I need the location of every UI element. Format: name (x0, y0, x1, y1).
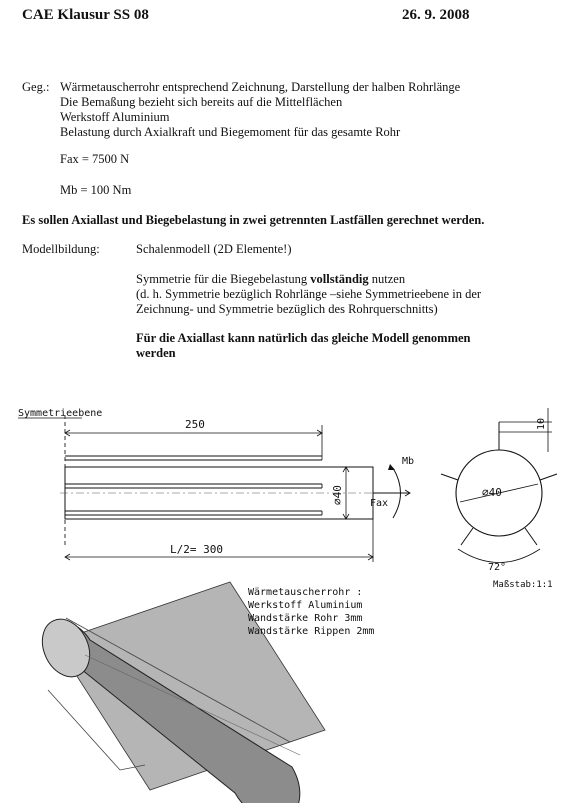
document-date: 26. 9. 2008 (402, 7, 470, 23)
model-type: Schalenmodell (2D Elemente!) (136, 242, 292, 256)
axial-model-note: Für die Axiallast kann natürlich das gleiche Modell genommen (136, 331, 471, 345)
given-line: Werkstoff Aluminium (60, 110, 170, 124)
dimension-half-length: L/2= 300 (170, 543, 223, 556)
given-line: Die Bemaßung bezieht sich bereits auf die Mittelflächen (60, 95, 343, 109)
symmetry-label: Symmetrieebene (18, 408, 103, 419)
note-line: Werkstoff Aluminium (248, 600, 363, 611)
section-diameter-label: ⌀40 (482, 486, 502, 499)
side-diameter-label: ⌀40 (331, 485, 344, 505)
given-line: Belastung durch Axialkraft und Biegemoment für das gesamte Rohr (60, 125, 401, 139)
given-line: Wärmetauscherrohr entsprechend Zeichnung, Darstellung der halben Rohrlänge (60, 80, 461, 94)
task-statement: Es sollen Axiallast und Biegebelastung in zwei getrennten Lastfällen gerechnet werden. (22, 213, 485, 227)
note-line: Wärmetauscherrohr : (248, 587, 363, 598)
dimension-250: 250 (185, 418, 205, 431)
axial-force-label: Fax (370, 498, 389, 509)
dimension-rib-height: 10 (536, 417, 547, 430)
symmetry-note: Symmetrie für die Biegebelastung vollständig nutzen (136, 272, 406, 286)
symmetry-note-line: Zeichnung- und Symmetrie bezüglich des Rohrquerschnitts) (136, 302, 438, 316)
given-label: Geg.: (22, 80, 50, 94)
document-title: CAE Klausur SS 08 (22, 7, 149, 23)
symmetry-note-line: (d. h. Symmetrie bezüglich Rohrlänge –siehe Symmetrieebene in der (136, 287, 482, 301)
angle-label: 72° (488, 562, 507, 573)
bending-moment-value: Mb = 100 Nm (60, 183, 132, 197)
note-line: Wandstärke Rippen 2mm (248, 626, 375, 637)
bending-moment-label: Mb (402, 456, 415, 467)
axial-model-note: werden (136, 346, 176, 360)
modelling-label: Modellbildung: (22, 242, 100, 256)
note-line: Wandstärke Rohr 3mm (248, 613, 363, 624)
scale-label: Maßstab:1:1 (493, 580, 553, 590)
axial-force-value: Fax = 7500 N (60, 152, 130, 166)
